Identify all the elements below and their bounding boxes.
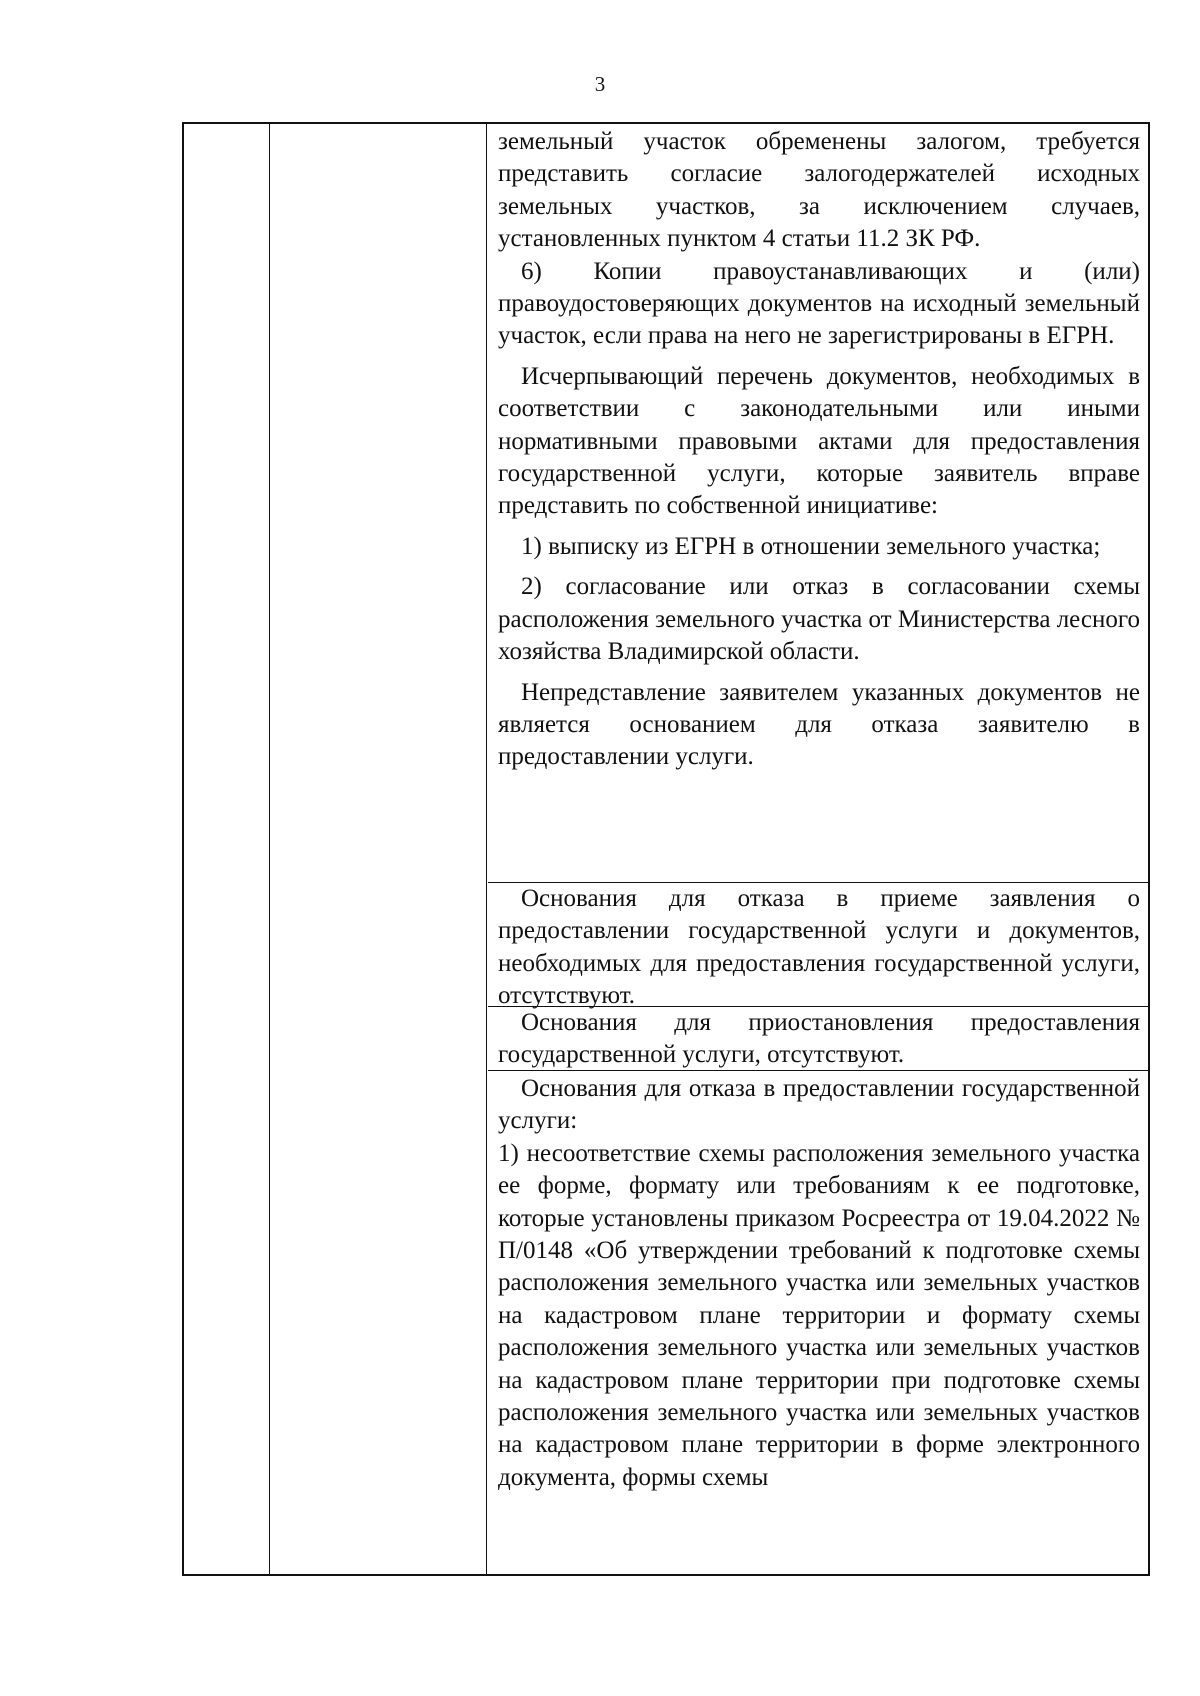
paragraph-refusal-acceptance: Основания для отказа в приеме заявления о предоставлении государственной услуги и документов, необходимых для предоставления государственной услуги, отсутствуют. bbox=[498, 885, 1140, 1010]
paragraph-optional-documents: Исчерпывающий перечень документов, необходимых в соответствии с законодательными или иными нормативными правовыми актами для предоставления государственной услуги, которые заявитель вправе представить по собственной инициативе: bbox=[498, 362, 1140, 520]
paragraph-suspension: Основания для приостановления предоставления государственной услуги, отсутствуют. bbox=[498, 1009, 1140, 1069]
list-item-forestry-approval: 2) согласование или отказ в согласовании схемы расположения земельного участка от Министерства лесного хозяйства Владимирской области. bbox=[498, 573, 1140, 666]
table-cell-documents bbox=[488, 126, 1148, 883]
paragraph-pledge-consent: земельный участок обременены залогом, требуется представить согласие залогодержателей исходных земельных участков, за исключением случаев, установленных пунктом 4 статьи 11.2 ЗК РФ. bbox=[498, 128, 1140, 253]
table-cell-refusal-grounds bbox=[488, 1073, 1148, 1576]
paragraph-non-submission: Непредставление заявителем указанных документов не является основанием для отказа заявителю в предоставлении услуги. bbox=[498, 678, 1140, 771]
column-divider-2 bbox=[486, 124, 487, 1574]
table-cell-refusal-acceptance bbox=[488, 883, 1148, 1010]
paragraph-title-documents: 6) Копии правоустанавливающих и (или) правоудостоверяющих документов на исходный земельный участок, если права на него не зарегистрированы в ЕГРН. bbox=[498, 257, 1140, 350]
column-divider-1 bbox=[269, 124, 270, 1574]
list-item-scheme-mismatch: 1) несоответствие схемы расположения земельного участка ее форме, формату или требованиям к ее подготовке, которые установлены приказом Росреестра от 19.04.2022 № П/0148 «Об утверждении требований к подготовке схемы расположения земельного участка или земельных участков на кадастровом плане территории и формату схемы расположения земельного участка или земельных участков на кадастровом плане территории при подготовке схемы расположения земельного участка или земельных участков на кадастровом плане территории в форме электронного документа, формы схемы bbox=[498, 1139, 1140, 1491]
table-cell-suspension bbox=[488, 1007, 1148, 1071]
list-item-egrn-extract: 1) выписку из ЕГРН в отношении земельного участка; bbox=[521, 532, 1101, 560]
paragraph-refusal-grounds: Основания для отказа в предоставлении государственной услуги: bbox=[498, 1075, 1140, 1135]
document-table bbox=[182, 122, 1150, 1576]
content-column bbox=[488, 124, 1148, 1574]
page-number: 3 bbox=[594, 72, 606, 96]
